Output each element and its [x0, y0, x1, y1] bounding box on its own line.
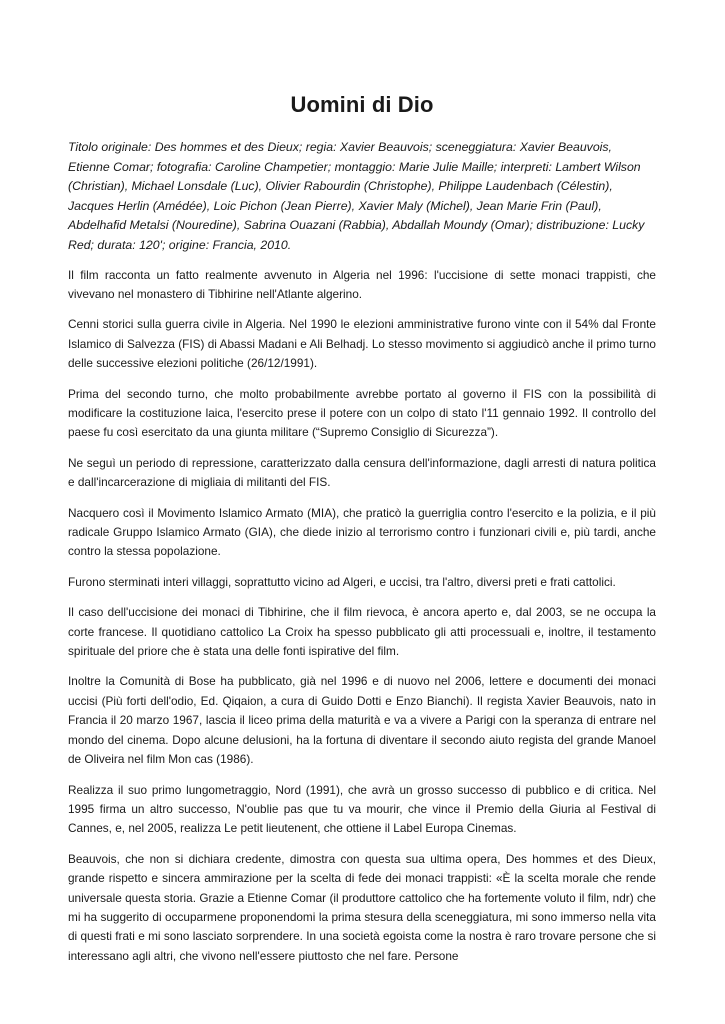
- paragraph-massacres: Furono sterminati interi villaggi, soprattutto vicino ad Algeri, e uccisi, tra l'altro, diversi preti e frati cattolici.: [68, 574, 616, 589]
- page-title: Uomini di Dio: [290, 92, 434, 117]
- film-credits: Titolo originale: Des hommes et des Dieux; regia: Xavier Beauvois; sceneggiatura: Xavier Beauvois, Etienne Comar; fotografia: Caroline Champetier; montaggio: Marie Julie Maille; interpreti: Lambert Wilson (Christian), Michael Lonsdale (Luc), Olivier Rabourdin (Christophe), Philippe Laudenbach (Célestin), Jacques Herlin (Amédée), Loic Pichon (Jean Pierre), Xavier Maly (Michel), Jean Marie Frin (Paul), Abdelhafid Metalsi (Nouredine), Sabrina Ouazani (Rabbia), Abdallah Moundy (Omar); distribuzione: Lucky Red; durata: 120'; origine: Francia, 2010.: [68, 140, 645, 252]
- paragraph-repression: Ne seguì un periodo di repressione, caratterizzato dalla censura dell'informazione, dagli arresti di natura politica e dall'incarcerazione di migliaia di militanti del FIS.: [68, 455, 656, 490]
- paragraph-director-quote: Beauvois, che non si dichiara credente, dimostra con questa sua ultima opera, Des hommes et des Dieux, grande rispetto e sincera ammirazione per la scelta di fede dei monaci trappisti: «È la scelta morale che rende universale questa storia. Grazie a Etienne Comar (il produttore cattolico che ha fortemente voluto il film, ndr) che mi ha suggerito di occuparmene proponendomi la prima stesura della sceneggiatura, mi sono immerso nella vita di questi frati e mi sono lasciato sorprendere. In una società egoista come la nostra è raro trovare persone che si interessano agli altri, che vivono nell'essere piuttosto che nel fare. Persone: [68, 851, 656, 963]
- paragraph-director-bio: Inoltre la Comunità di Bose ha pubblicato, già nel 1996 e di nuovo nel 2006, lettere e documenti dei monaci uccisi (Più forti dell'odio, Ed. Qiqaion, a cura di Guido Dotti e Enzo Bianchi). Il regista Xavier Beauvois, nato in Francia il 20 marzo 1967, lascia il liceo prima della maturità e va a vivere a Parigi con la speranza di entrare nel mondo del cinema. Dopo alcune delusioni, ha la fortuna di diventare il secondo aiuto regista del grande Manoel de Oliveira nel film Mon cas (1986).: [68, 674, 656, 767]
- paragraph-coup: Prima del secondo turno, che molto probabilmente avrebbe portato al governo il FIS con la possibilità di modificare la costituzione laica, l'esercito prese il potere con un colpo di stato l'11 gennaio 1992. Il controllo del paese fu così esercitato da una giunta militare (“Supremo Consiglio di Sicurezza”).: [68, 386, 656, 440]
- paragraph-armed-groups: Nacquero così il Movimento Islamico Armato (MIA), che praticò la guerriglia contro l'esercito e la polizia, e il più radicale Gruppo Islamico Armato (GIA), che diede inizio al terrorismo contro i funzionari civili e, più tardi, anche contro la stessa popolazione.: [68, 505, 656, 559]
- paragraph-historical-notes: Cenni storici sulla guerra civile in Algeria. Nel 1990 le elezioni amministrative furono vinte con il 54% dal Fronte Islamico di Salvezza (FIS) di Abassi Madani e Ali Belhadj. Lo stesso movimento si aggiudicò anche il primo turno delle successive elezioni politiche (26/12/1991).: [68, 317, 656, 371]
- paragraph-tibhirine-case: Il caso dell'uccisione dei monaci di Tibhirine, che il film rievoca, è ancora aperto e, dal 2003, se ne occupa la corte francese. Il quotidiano cattolico La Croix ha spesso pubblicato gli atti processuali e, inoltre, il testamento spirituale del priore che è stata una delle fonti ispirative del film.: [68, 605, 656, 659]
- paragraph-intro: Il film racconta un fatto realmente avvenuto in Algeria nel 1996: l'uccisione di sette monaci trappisti, che vivevano nel monastero di Tibhirine nell'Atlante algerino.: [68, 267, 656, 301]
- paragraph-filmography: Realizza il suo primo lungometraggio, Nord (1991), che avrà un grosso successo di pubblico e di critica. Nel 1995 firma un altro successo, N'oublie pas que tu va mourir, che vince il Premio della Giuria al Festival di Cannes, e, nel 2005, realizza Le petit lieutenent, che ottiene il Label Europa Cinemas.: [68, 782, 656, 836]
